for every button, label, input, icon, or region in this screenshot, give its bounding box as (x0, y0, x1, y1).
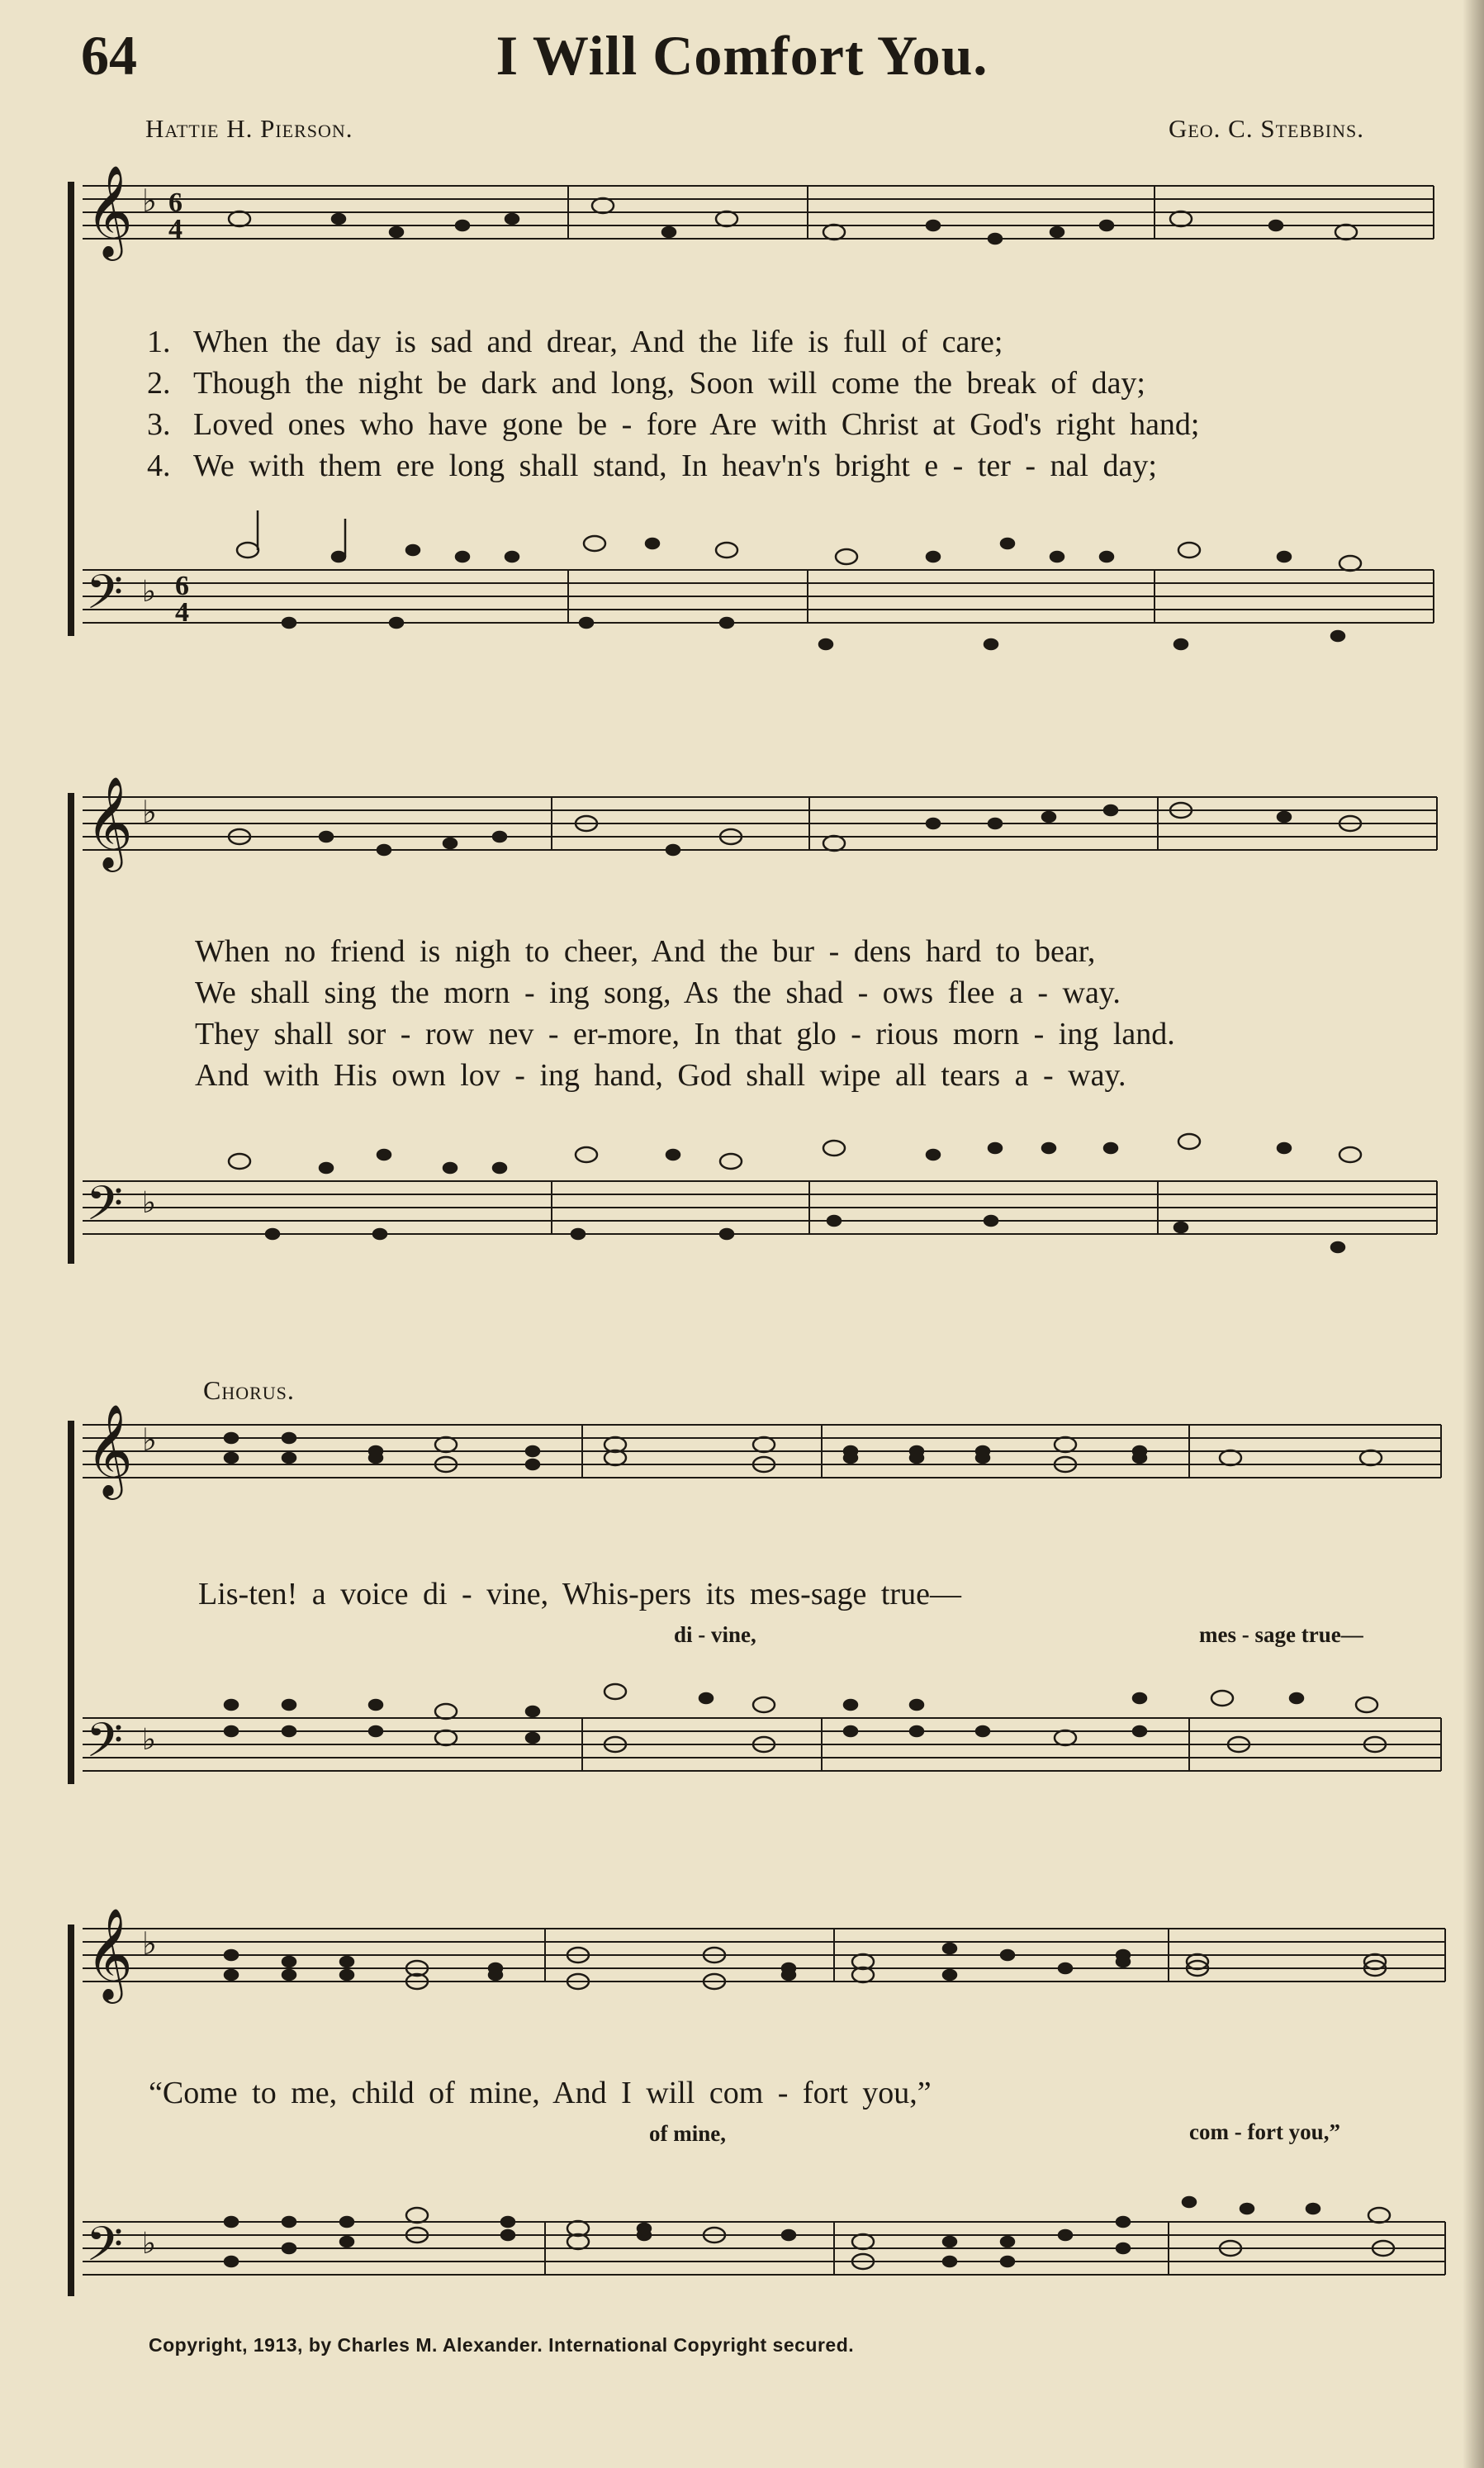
svg-text:♭: ♭ (142, 2227, 156, 2261)
svg-text:4: 4 (168, 214, 183, 244)
system-1-bass-staff (0, 504, 1484, 661)
chorus-1-bass-staff (0, 1652, 1484, 1792)
system-2-treble-staff (0, 776, 1484, 900)
chorus-line-1: Lis-ten! a voice di - vine, Whis-pers its mes-sage true— (198, 1577, 961, 1611)
svg-text:𝄞: 𝄞 (86, 164, 133, 257)
svg-text:𝄞: 𝄞 (86, 776, 133, 868)
chorus-line-2-echo-a: of mine, (649, 2121, 726, 2146)
verse-4-line-1 (147, 448, 1435, 487)
svg-text:♭: ♭ (142, 575, 156, 609)
music-composer: Geo. C. Stebbins. (1168, 114, 1364, 143)
verse-2-line-1 (147, 365, 1435, 405)
chorus-label: Chorus. (203, 1375, 295, 1405)
chorus-line-1-echo-a: di - vine, (674, 1622, 756, 1647)
chorus-line-2: “Come to me, child of mine, And I will com - fort you,” (149, 2076, 932, 2110)
svg-text:♭: ♭ (142, 1723, 156, 1757)
verse-3-line-1 (147, 406, 1435, 446)
svg-text:𝄢: 𝄢 (86, 1712, 124, 1780)
chorus-2-treble-staff (0, 1908, 1484, 2032)
svg-text:𝄢: 𝄢 (86, 2216, 124, 2284)
verse-number: 2. (147, 366, 171, 401)
svg-text:4: 4 (175, 597, 189, 628)
verse-text: Loved ones who have gone be - fore Are with Christ at God's right hand; (193, 407, 1200, 442)
svg-text:♭: ♭ (142, 1925, 157, 1962)
chorus-1-treble-staff (0, 1404, 1484, 1528)
verse-4-line-2: And with His own lov - ing hand, God shall wipe all tears a - way. (195, 1058, 1126, 1093)
words-author: Hattie H. Pierson. (145, 114, 353, 143)
svg-text:♭: ♭ (142, 183, 157, 219)
svg-text:♭: ♭ (142, 1421, 157, 1458)
svg-text:6: 6 (175, 571, 189, 601)
system-2-bass-staff (0, 1115, 1484, 1272)
svg-text:6: 6 (168, 187, 183, 218)
svg-text:𝄢: 𝄢 (86, 564, 124, 632)
svg-text:♭: ♭ (142, 794, 157, 830)
verse-2-line-2: We shall sing the morn - ing song, As the shad - ows flee a - way. (195, 975, 1121, 1010)
system-1-treble-staff (0, 165, 1484, 306)
verse-number: 4. (147, 449, 171, 483)
svg-text:𝄢: 𝄢 (86, 1175, 124, 1243)
hymn-title: I Will Comfort You. (495, 24, 989, 87)
verse-number: 3. (147, 407, 171, 442)
svg-text:𝄞: 𝄞 (86, 1907, 133, 2000)
verse-text: When the day is sad and drear, And the life is full of care; (193, 325, 1003, 359)
chorus-line-2-echo-b: com - fort you,” (1189, 2119, 1340, 2144)
verse-1-line-1 (147, 324, 1435, 363)
verse-text: Though the night be dark and long, Soon will come the break of day; (193, 366, 1145, 401)
verse-text: We with them ere long shall stand, In heav'n's bright e - ter - nal day; (193, 449, 1157, 483)
verse-number: 1. (147, 325, 171, 359)
page-number: 64 (81, 24, 137, 87)
svg-text:♭: ♭ (142, 1186, 156, 1220)
chorus-2-bass-staff (0, 2156, 1484, 2296)
svg-text:𝄞: 𝄞 (86, 1403, 133, 1496)
copyright-notice: Copyright, 1913, by Charles M. Alexander. International Copyright secured. (149, 2334, 855, 2356)
verse-1-line-2: When no friend is nigh to cheer, And the bur - dens hard to bear, (195, 934, 1096, 969)
verse-3-line-2: They shall sor - row nev - er-more, In that glo - rious morn - ing land. (195, 1017, 1175, 1051)
chorus-line-1-echo-b: mes - sage true— (1199, 1622, 1363, 1647)
page-header (0, 23, 1484, 97)
